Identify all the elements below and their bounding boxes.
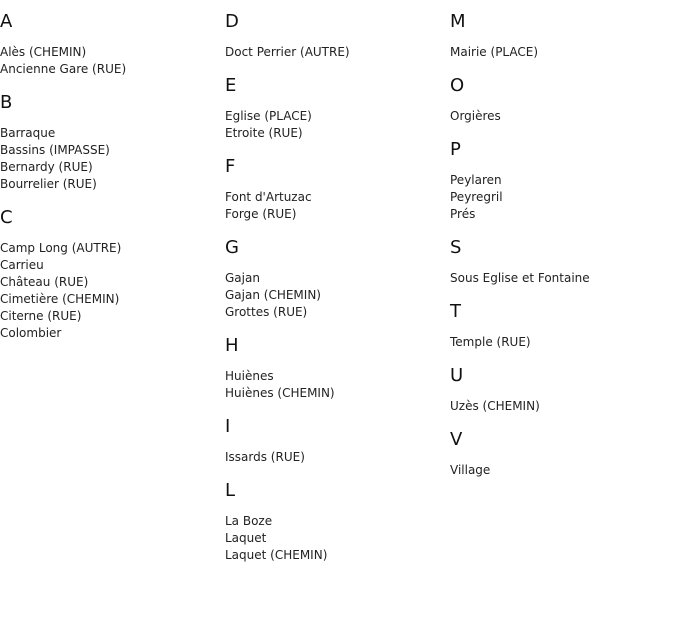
street-item[interactable]: Laquet (CHEMIN) — [225, 548, 328, 562]
street-item[interactable]: Bourrelier (RUE) — [0, 177, 97, 191]
street-item[interactable]: Font d'Artuzac — [225, 190, 312, 204]
street-list — [225, 270, 447, 321]
street-list — [225, 44, 447, 61]
letter-heading: P — [450, 139, 461, 160]
letter-group-a — [0, 11, 222, 78]
street-item[interactable]: Forge (RUE) — [225, 207, 297, 221]
street-item[interactable]: Huiènes (CHEMIN) — [225, 386, 335, 400]
letter-heading: O — [450, 75, 465, 96]
letter-heading: F — [225, 156, 236, 177]
letter-heading: U — [450, 365, 464, 386]
letter-group-b — [0, 92, 222, 193]
letter-group-l — [225, 480, 447, 564]
street-item[interactable]: Village — [450, 463, 491, 477]
street-item[interactable]: Laquet — [225, 531, 267, 545]
letter-heading: G — [225, 237, 239, 258]
street-item[interactable]: Orgières — [450, 109, 501, 123]
street-list — [0, 44, 222, 78]
letter-group-u — [450, 365, 672, 415]
street-item[interactable]: Bassins (IMPASSE) — [0, 143, 110, 157]
street-item[interactable]: Sous Eglise et Fontaine — [450, 271, 590, 285]
street-list — [225, 449, 447, 466]
letter-group-g — [225, 237, 447, 321]
letter-heading: E — [225, 75, 237, 96]
letter-heading: L — [225, 480, 236, 501]
street-item[interactable]: Cimetière (CHEMIN) — [0, 292, 120, 306]
letter-group-v — [450, 429, 672, 479]
letter-heading: D — [225, 11, 239, 32]
letter-heading: T — [450, 301, 461, 322]
street-item[interactable]: Citerne (RUE) — [0, 309, 82, 323]
letter-group-o — [450, 75, 672, 125]
street-item[interactable]: Bernardy (RUE) — [0, 160, 93, 174]
street-list — [225, 513, 447, 564]
letter-group-s — [450, 237, 672, 287]
street-item[interactable]: Carrieu — [0, 258, 44, 272]
letter-group-d — [225, 11, 447, 61]
street-list — [450, 44, 672, 61]
street-item[interactable]: Doct Perrier (AUTRE) — [225, 45, 350, 59]
street-item[interactable]: Colombier — [0, 326, 62, 340]
street-item[interactable]: Gajan — [225, 271, 260, 285]
street-item[interactable]: Gajan (CHEMIN) — [225, 288, 321, 302]
street-item[interactable]: Temple (RUE) — [450, 335, 531, 349]
street-item[interactable]: Ancienne Gare (RUE) — [0, 62, 127, 76]
street-item[interactable]: Mairie (PLACE) — [450, 45, 539, 59]
index-column-1 — [0, 11, 222, 356]
letter-heading: M — [450, 11, 466, 32]
letter-group-t — [450, 301, 672, 351]
street-list — [225, 189, 447, 223]
letter-heading: S — [450, 237, 462, 258]
letter-group-c — [0, 207, 222, 342]
letter-heading: B — [0, 92, 13, 113]
letter-group-e — [225, 75, 447, 142]
street-list — [0, 240, 222, 342]
street-item[interactable]: Château (RUE) — [0, 275, 89, 289]
street-item[interactable]: Uzès (CHEMIN) — [450, 399, 540, 413]
street-list — [450, 270, 672, 287]
letter-group-f — [225, 156, 447, 223]
index-column-3 — [450, 11, 672, 493]
letter-heading: V — [450, 429, 463, 450]
street-list — [450, 108, 672, 125]
street-list — [450, 398, 672, 415]
street-item[interactable]: Peylaren — [450, 173, 502, 187]
street-list — [225, 108, 447, 142]
street-item[interactable]: Eglise (PLACE) — [225, 109, 312, 123]
street-item[interactable]: Prés — [450, 207, 476, 221]
letter-heading: I — [225, 416, 231, 437]
street-item[interactable]: Peyregril — [450, 190, 503, 204]
street-item[interactable]: Alès (CHEMIN) — [0, 45, 87, 59]
letter-heading: H — [225, 335, 239, 356]
street-list — [450, 334, 672, 351]
letter-group-p — [450, 139, 672, 223]
street-list — [450, 172, 672, 223]
street-item[interactable]: La Boze — [225, 514, 273, 528]
street-item[interactable]: Camp Long (AUTRE) — [0, 241, 122, 255]
street-item[interactable]: Issards (RUE) — [225, 450, 305, 464]
letter-group-h — [225, 335, 447, 402]
index-column-2 — [225, 11, 447, 578]
street-list — [450, 462, 672, 479]
street-item[interactable]: Barraque — [0, 126, 56, 140]
street-item[interactable]: Grottes (RUE) — [225, 305, 308, 319]
letter-group-i — [225, 416, 447, 466]
letter-heading: C — [0, 207, 13, 228]
street-list — [225, 368, 447, 402]
street-item[interactable]: Huiènes — [225, 369, 274, 383]
street-item[interactable]: Etroite (RUE) — [225, 126, 303, 140]
letter-group-m — [450, 11, 672, 61]
letter-heading: A — [0, 11, 13, 32]
street-list — [0, 125, 222, 193]
